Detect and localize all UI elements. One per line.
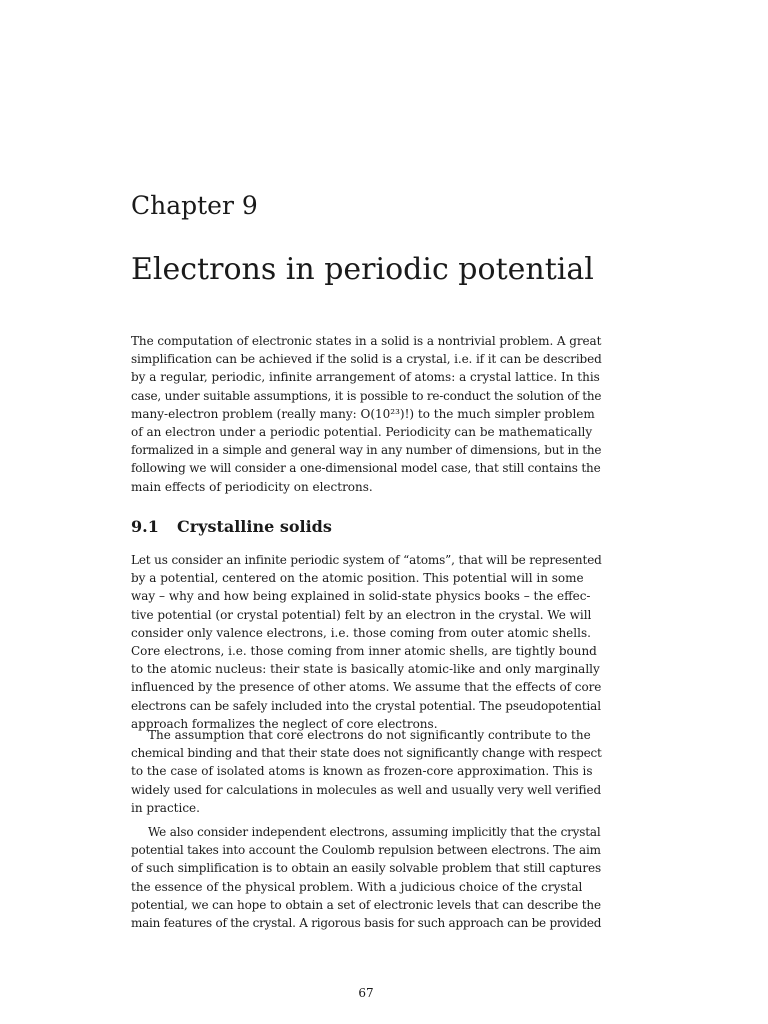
body-paragraph-3 bbox=[131, 823, 601, 932]
text-line: electrons can be safely included into the crystal potential. The pseudopotential bbox=[131, 698, 601, 713]
text-line: approach formalizes the neglect of core electrons. bbox=[131, 716, 438, 731]
text-line: We also consider independent electrons, assuming implicitly that the crystal bbox=[148, 825, 601, 839]
text-line: to the atomic nucleus: their state is basically atomic-like and only marginally bbox=[131, 662, 600, 677]
chapter-title: Electrons in periodic potential bbox=[131, 252, 594, 287]
body-paragraph-1 bbox=[131, 551, 601, 733]
text-line: of such simplification is to obtain an easily solvable problem that still captures bbox=[131, 861, 602, 876]
chapter-label: Chapter 9 bbox=[131, 191, 258, 220]
section-number: 9.1 bbox=[131, 517, 159, 536]
text-line: case, under suitable assumptions, it is possible to re-conduct the solution of the bbox=[131, 388, 602, 403]
section-title: Crystalline solids bbox=[177, 517, 332, 536]
text-line: The assumption that core electrons do not significantly contribute to the bbox=[148, 728, 591, 742]
text-line: the essence of the physical problem. With a judicious choice of the crystal bbox=[131, 879, 583, 894]
text-line: widely used for calculations in molecules as well and usually very well verified bbox=[131, 782, 602, 797]
text-line: in practice. bbox=[131, 800, 200, 815]
text-line: by a potential, centered on the atomic position. This potential will in some bbox=[131, 571, 584, 586]
text-line: consider only valence electrons, i.e. those coming from outer atomic shells. bbox=[131, 625, 591, 640]
text-line: The computation of electronic states in a solid is a nontrivial problem. A great bbox=[131, 334, 602, 348]
text-line: to the case of isolated atoms is known as frozen-core approximation. This is bbox=[131, 764, 593, 779]
text-line: potential takes into account the Coulomb repulsion between electrons. The aim bbox=[131, 843, 601, 858]
body-paragraph-2 bbox=[131, 726, 601, 817]
text-line: of an electron under a periodic potential. Periodicity can be mathematically bbox=[131, 425, 593, 440]
intro-paragraph bbox=[131, 332, 601, 496]
text-line: Let us consider an infinite periodic system of “atoms”, that will be represented bbox=[131, 553, 602, 567]
text-line: way – why and how being explained in solid-state physics books – the effec- bbox=[131, 589, 591, 604]
section-heading bbox=[131, 516, 332, 538]
text-line: formalized in a simple and general way in any number of dimensions, but in the bbox=[131, 443, 602, 458]
text-line: by a regular, periodic, infinite arrangement of atoms: a crystal lattice. In this bbox=[131, 370, 600, 385]
text-line: simplification can be achieved if the solid is a crystal, i.e. if it can be described bbox=[131, 352, 602, 367]
text-line: main features of the crystal. A rigorous basis for such approach can be provided bbox=[131, 916, 602, 931]
text-line: following we will consider a one-dimensional model case, that still contains the bbox=[131, 461, 601, 476]
text-line: potential, we can hope to obtain a set of electronic levels that can describe the bbox=[131, 897, 601, 912]
text-line: tive potential (or crystal potential) felt by an electron in the crystal. We will bbox=[131, 607, 592, 622]
text-line: main effects of periodicity on electrons. bbox=[131, 479, 373, 494]
page-number: 67 bbox=[358, 986, 374, 1000]
text-line: influenced by the presence of other atoms. We assume that the effects of core bbox=[131, 680, 602, 695]
text-line: Core electrons, i.e. those coming from inner atomic shells, are tightly bound bbox=[131, 644, 597, 659]
text-line: many-electron problem (really many: O(10²³)!) to the much simpler problem bbox=[131, 406, 595, 421]
text-line: chemical binding and that their state does not significantly change with respect bbox=[131, 746, 602, 761]
